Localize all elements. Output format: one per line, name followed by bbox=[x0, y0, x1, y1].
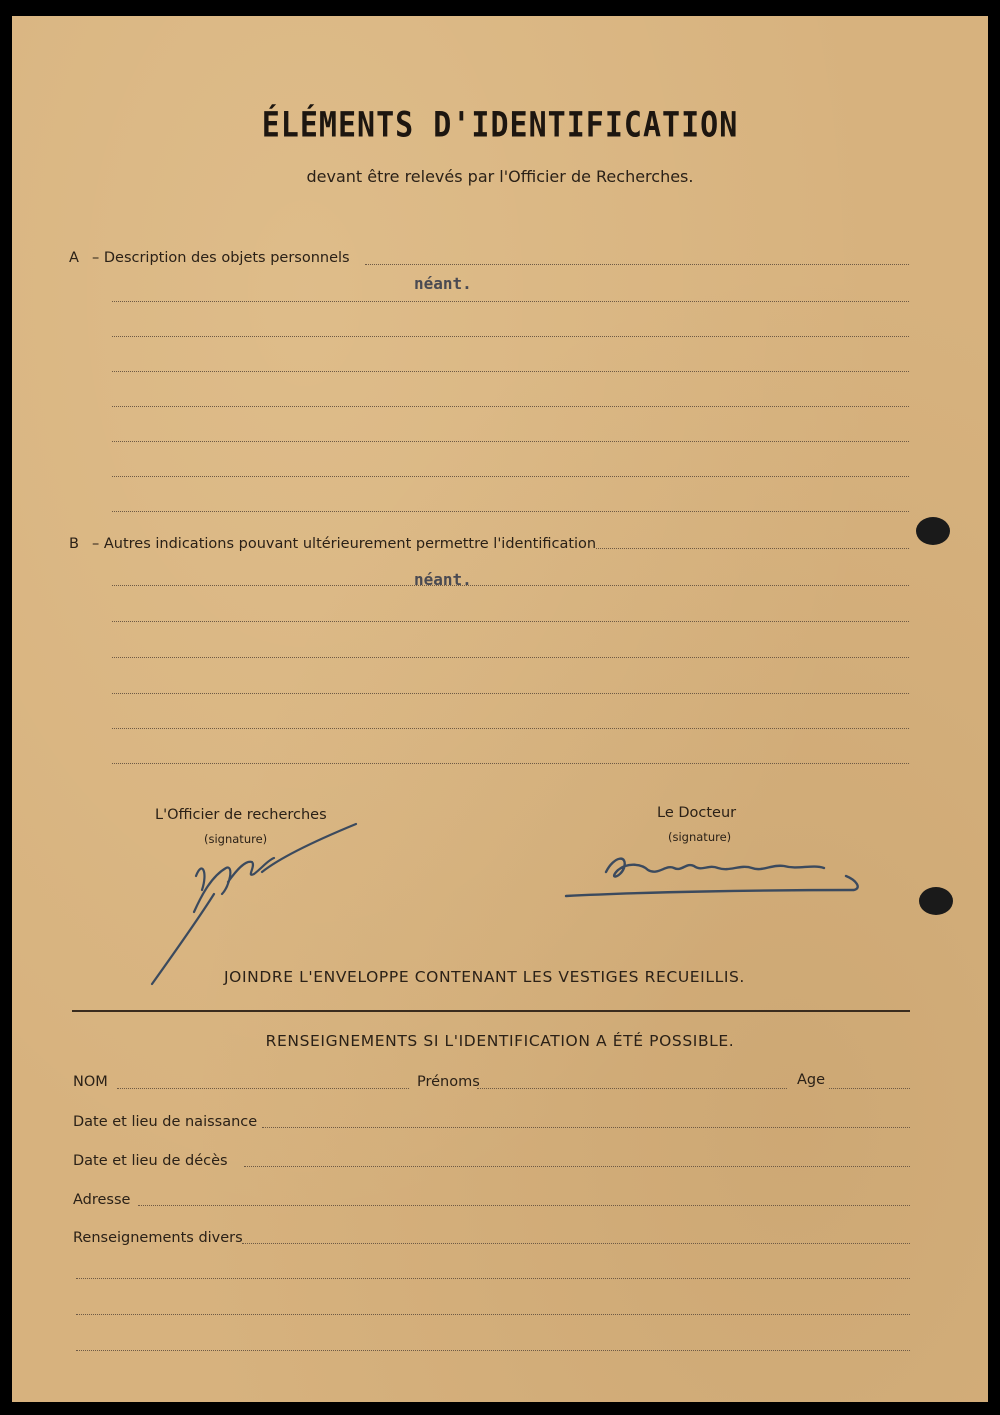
punch-hole bbox=[919, 887, 953, 915]
nom-line bbox=[117, 1088, 409, 1089]
section-a-line bbox=[112, 336, 909, 337]
punch-hole bbox=[916, 517, 950, 545]
officer-signature-caption: (signature) bbox=[204, 832, 268, 846]
section-a-line bbox=[112, 441, 909, 442]
section-a-typed-value: néant. bbox=[414, 274, 472, 293]
section-a-letter: A bbox=[69, 250, 79, 266]
section-b-typed-value: néant. bbox=[414, 570, 472, 589]
page-title: ÉLÉMENTS D'IDENTIFICATION bbox=[261, 105, 739, 146]
doctor-title: Le Docteur bbox=[657, 805, 737, 821]
form-sheet bbox=[12, 16, 988, 1402]
doctor-signature-caption: (signature) bbox=[668, 830, 732, 844]
naissance-label: Date et lieu de naissance bbox=[73, 1114, 258, 1130]
section-b-line bbox=[112, 763, 909, 764]
doctor-signature bbox=[562, 846, 872, 906]
age-line bbox=[829, 1088, 910, 1089]
identification-heading: RENSEIGNEMENTS SI L'IDENTIFICATION A ÉTÉ POSSIBLE. bbox=[265, 1032, 735, 1050]
section-b-line bbox=[112, 693, 909, 694]
adresse-label: Adresse bbox=[73, 1192, 131, 1208]
nom-label: NOM bbox=[73, 1074, 108, 1090]
section-a-line bbox=[112, 511, 909, 512]
officer-title: L'Officier de recherches bbox=[155, 807, 327, 823]
section-divider bbox=[72, 1010, 910, 1012]
section-b-letter: B bbox=[69, 536, 79, 552]
divers-label: Renseignements divers bbox=[73, 1230, 243, 1246]
section-b-line bbox=[596, 548, 909, 549]
divers-line bbox=[242, 1243, 910, 1244]
prenoms-line bbox=[477, 1088, 787, 1089]
section-a-line bbox=[112, 476, 909, 477]
naissance-line bbox=[262, 1127, 910, 1128]
section-a-label: – Description des objets personnels bbox=[92, 250, 350, 266]
adresse-line bbox=[138, 1205, 910, 1206]
section-a-line bbox=[365, 264, 909, 265]
page-subtitle: devant être relevés par l'Officier de Recherches. bbox=[306, 167, 694, 186]
divers-line bbox=[76, 1278, 910, 1279]
deces-line bbox=[244, 1166, 910, 1167]
section-b-line bbox=[112, 728, 909, 729]
section-b-line bbox=[112, 585, 909, 586]
section-a-line bbox=[112, 301, 909, 302]
section-b-label: – Autres indications pouvant ultérieurement permettre l'identification bbox=[92, 536, 597, 552]
divers-line bbox=[76, 1350, 910, 1351]
deces-label: Date et lieu de décès bbox=[73, 1153, 228, 1169]
section-b-line bbox=[112, 621, 909, 622]
instruction-text: JOINDRE L'ENVELOPPE CONTENANT LES VESTIGES RECUEILLIS. bbox=[224, 968, 745, 986]
divers-line bbox=[76, 1314, 910, 1315]
section-a-line bbox=[112, 371, 909, 372]
section-a-line bbox=[112, 406, 909, 407]
prenoms-label: Prénoms bbox=[417, 1074, 480, 1090]
age-label: Age bbox=[797, 1072, 826, 1088]
section-b-line bbox=[112, 657, 909, 658]
